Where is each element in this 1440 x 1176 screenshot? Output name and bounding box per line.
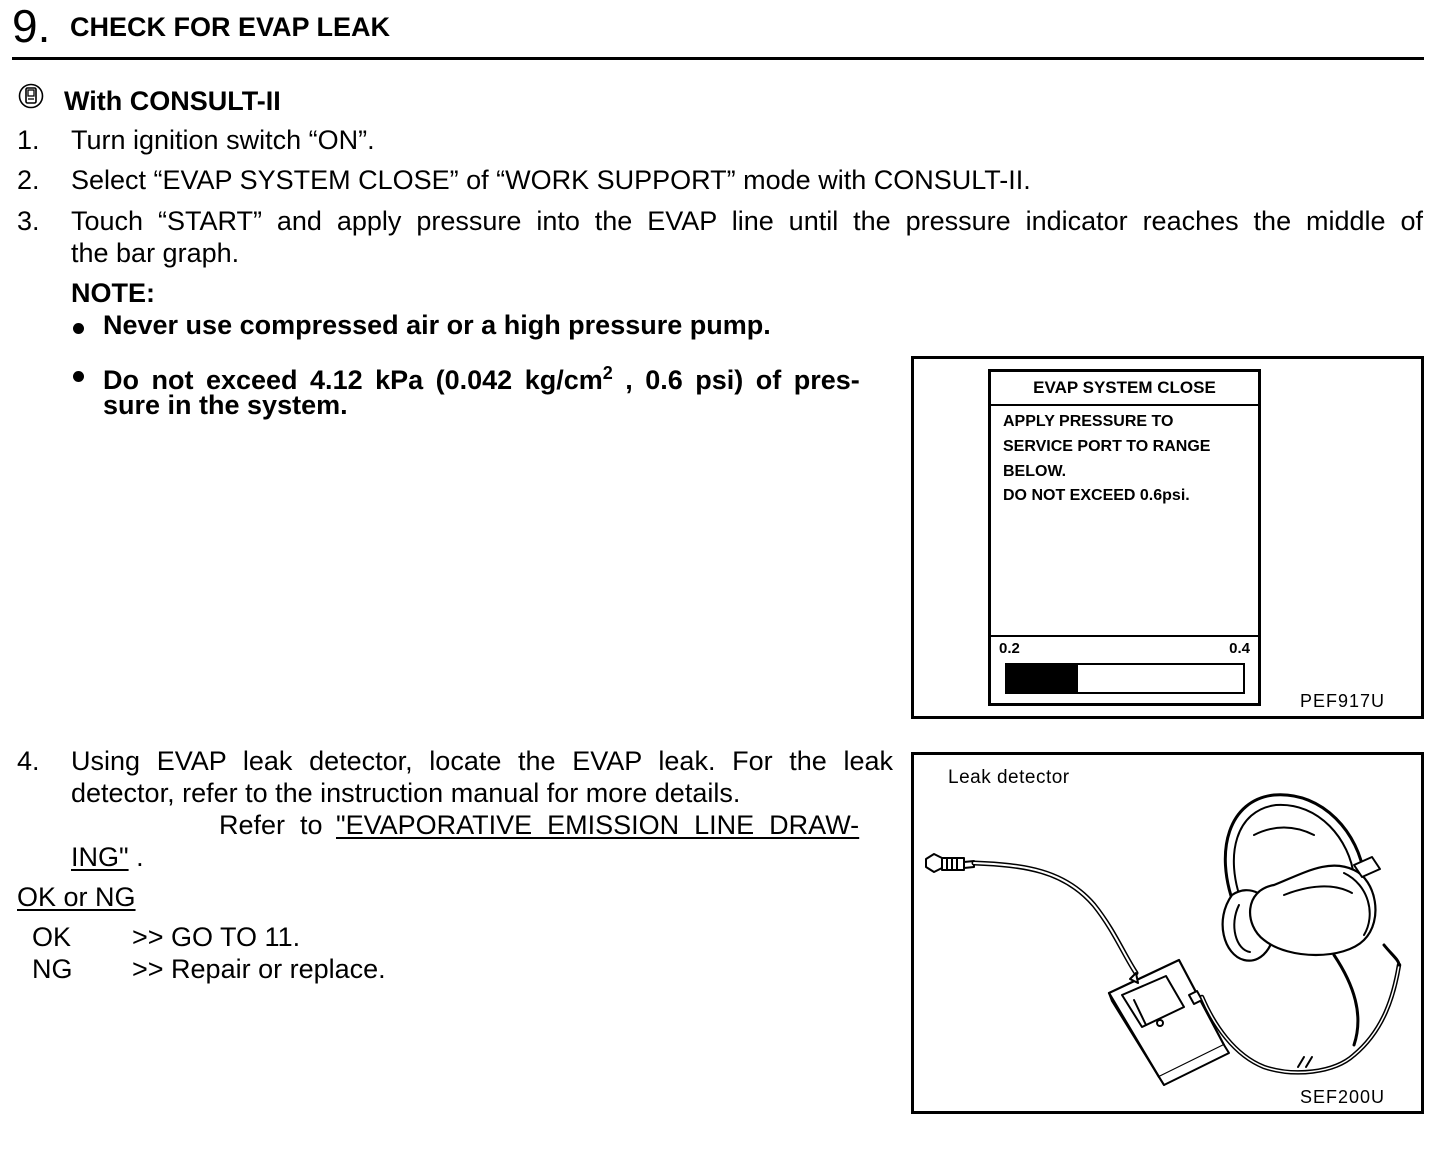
screen-line: APPLY PRESSURE TO: [1003, 413, 1174, 430]
ok-action: >> GO TO 11.: [132, 922, 301, 952]
note-bullet-2-text-a: Do not exceed 4.12 kPa (0.042 kg/cm: [103, 365, 603, 395]
bullet-dot: [73, 323, 84, 334]
step-4-line-2: detector, refer to the instruction manual for more details.: [71, 778, 741, 808]
bullet-dot: [73, 371, 84, 382]
note-bullet-2-text-b: , 0.6 psi) of pres-: [612, 365, 860, 395]
screen-line: DO NOT EXCEED 0.6psi.: [1003, 487, 1190, 504]
figure-2-id: SEF200U: [1299, 1087, 1385, 1107]
result-heading: OK or NG: [17, 882, 136, 912]
step-3-number: 3.: [17, 206, 40, 236]
ok-label: OK: [32, 922, 72, 952]
note-bullet-2-line-2: sure in the system.: [103, 390, 348, 420]
step-2-text: Select “EVAP SYSTEM CLOSE” of “WORK SUPPORT” mode with CONSULT-II.: [71, 165, 1031, 195]
step-3-line-2: the bar graph.: [71, 238, 240, 268]
screen-line: SERVICE PORT TO RANGE: [1003, 438, 1211, 455]
step-1-text: Turn ignition switch “ON”.: [71, 125, 375, 155]
step-number: 9.: [12, 0, 51, 52]
screen-divider: [991, 635, 1258, 637]
figure-leak-detector: [911, 752, 1424, 1114]
step-4-number: 4.: [17, 746, 40, 776]
link-trailing: .: [128, 842, 144, 872]
step-4-line-1: Using EVAP leak detector, locate the EVAP leak. For the leak: [71, 746, 893, 776]
leak-detector-illustration: [914, 755, 1421, 1111]
figure-consult-screen: [911, 356, 1424, 719]
note-label: NOTE:: [71, 278, 155, 308]
ng-label: NG: [32, 954, 73, 984]
step-1-number: 1.: [17, 125, 40, 155]
consult-tool-icon: [18, 83, 44, 109]
step-3-line-1: Touch “START” and apply pressure into the EVAP line until the pressure indicator reaches the middle of: [71, 206, 1423, 236]
step-title: CHECK FOR EVAP LEAK: [70, 12, 391, 42]
leak-detector-label: Leak detector: [948, 767, 1070, 788]
evap-line-drawing-link[interactable]: "EVAPORATIVE EMISSION LINE DRAW-: [336, 810, 860, 840]
screen-line: BELOW.: [1003, 463, 1067, 480]
note-bullet-1: Never use compressed air or a high pressure pump.: [103, 310, 771, 340]
bar-min-label: 0.2: [999, 640, 1020, 657]
header-rule: [12, 57, 1424, 60]
pressure-bar: [1005, 663, 1245, 694]
note-bullet-2-superscript: 2: [602, 363, 613, 383]
refer-label: Refer to: [219, 810, 323, 840]
pressure-bar-fill: [1007, 665, 1078, 692]
step-2-number: 2.: [17, 165, 40, 195]
evap-line-drawing-link-end[interactable]: ING": [71, 842, 129, 872]
ng-action: >> Repair or replace.: [132, 954, 386, 984]
screen-title: EVAP SYSTEM CLOSE: [991, 372, 1258, 406]
consult-screen: [988, 369, 1261, 706]
consult-label: With CONSULT-II: [64, 86, 281, 116]
figure-1-id: PEF917U: [1299, 691, 1385, 711]
bar-max-label: 0.4: [1229, 640, 1250, 657]
evap-line-drawing-link-cont: [71, 841, 144, 873]
